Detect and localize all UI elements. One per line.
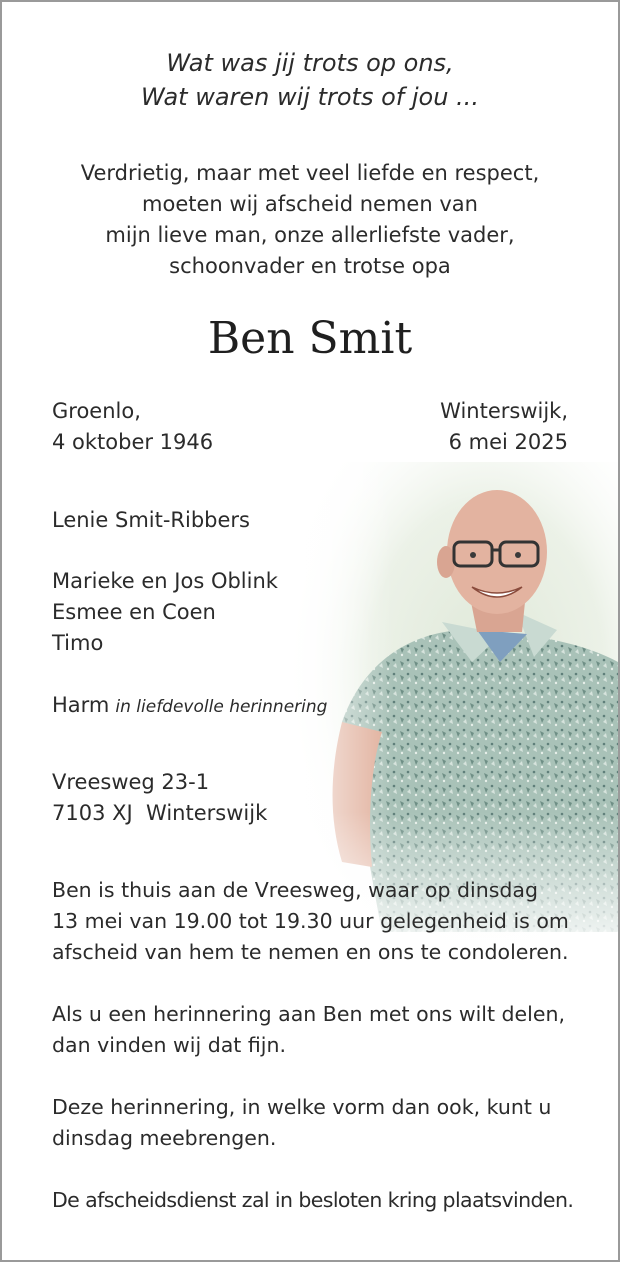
paragraph-service bbox=[52, 1185, 572, 1216]
motto-line-1: Wat was jij trots op ons, bbox=[166, 49, 454, 77]
birth-place: Groenlo, bbox=[52, 399, 141, 423]
paragraph-line: Ben is thuis aan de Vreesweg, waar op dinsdag bbox=[52, 878, 538, 902]
remembered-note: in liefdevolle herinnering bbox=[115, 697, 328, 717]
death-info bbox=[440, 396, 568, 458]
child-3: Timo bbox=[52, 631, 104, 655]
children-list bbox=[52, 566, 278, 659]
paragraph-bring bbox=[52, 1092, 572, 1154]
birth-date: 4 oktober 1946 bbox=[52, 430, 214, 454]
paragraph-line: dinsdag meebrengen. bbox=[52, 1126, 277, 1150]
intro-line-4: schoonvader en trotse opa bbox=[169, 254, 451, 278]
address-street: Vreesweg 23-1 bbox=[52, 770, 210, 794]
remembered-name: Harm bbox=[52, 693, 110, 717]
death-place: Winterswijk, bbox=[440, 399, 568, 423]
intro-text bbox=[2, 158, 618, 282]
motto bbox=[2, 46, 618, 114]
paragraph-memories bbox=[52, 999, 572, 1061]
paragraph-visitation bbox=[52, 875, 572, 968]
motto-line-2: Wat waren wij trots of jou ... bbox=[141, 83, 479, 111]
intro-line-2: moeten wij afscheid nemen van bbox=[142, 192, 478, 216]
intro-line-1: Verdrietig, maar met veel liefde en respect, bbox=[80, 161, 540, 185]
paragraph-line: Deze herinnering, in welke vorm dan ook, kunt u bbox=[52, 1095, 552, 1119]
deceased-name: Ben Smit bbox=[207, 313, 413, 364]
child-2: Esmee en Coen bbox=[52, 600, 216, 624]
remembered-person bbox=[52, 690, 327, 723]
paragraph-line: 13 mei van 19.00 tot 19.30 uur gelegenheid is om bbox=[52, 909, 569, 933]
death-date: 6 mei 2025 bbox=[448, 430, 568, 454]
spouse bbox=[52, 505, 250, 536]
intro-line-3: mijn lieve man, onze allerliefste vader, bbox=[105, 223, 515, 247]
paragraph-line: Als u een herinnering aan Ben met ons wilt delen, bbox=[52, 1002, 565, 1026]
paragraph-line: afscheid van hem te nemen en ons te condoleren. bbox=[52, 940, 569, 964]
paragraph-line: De afscheidsdienst zal in besloten kring plaatsvinden. bbox=[52, 1188, 574, 1212]
spouse-name: Lenie Smit-Ribbers bbox=[52, 508, 251, 532]
birth-info bbox=[52, 396, 213, 458]
address-city: 7103 XJ Winterswijk bbox=[52, 801, 268, 825]
address bbox=[52, 767, 267, 829]
child-1: Marieke en Jos Oblink bbox=[52, 569, 278, 593]
paragraph-line: dan vinden wij dat fijn. bbox=[52, 1033, 286, 1057]
